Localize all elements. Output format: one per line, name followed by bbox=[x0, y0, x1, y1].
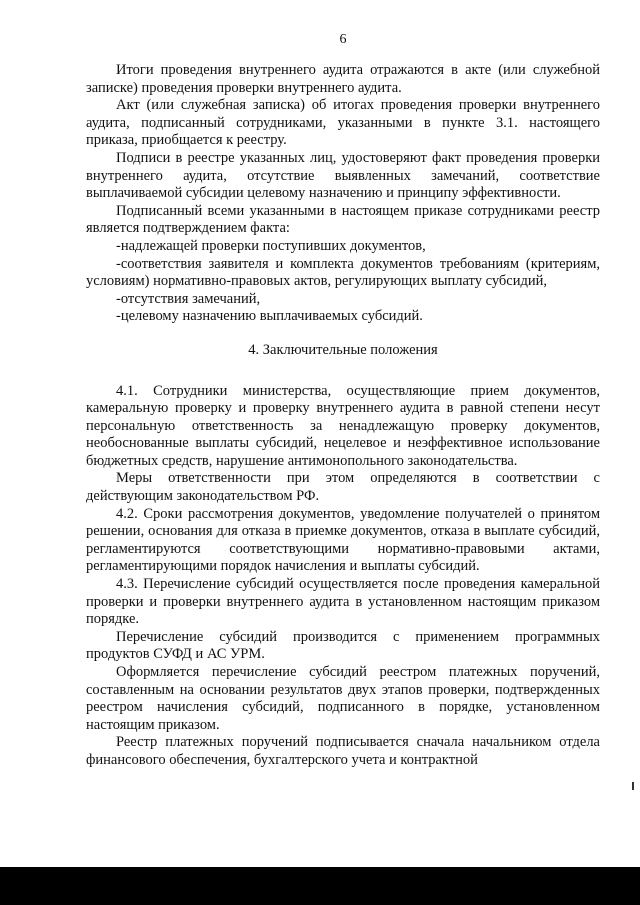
list-item: -целевому назначению выплачиваемых субсидий. bbox=[116, 308, 423, 325]
list-item: -отсутствия замечаний, bbox=[116, 290, 261, 307]
paragraph: Итоги проведения внутреннего аудита отражаются в акте (или служебной записке) проведения проверки внутреннего аудита. bbox=[86, 62, 600, 96]
list-item: -соответствия заявителя и комплекта документов требованиям (критериям, условиям) нормативно-правовых актов, регулирующих выплату субсидий, bbox=[86, 255, 600, 290]
section-heading: 4. Заключительные положения bbox=[248, 341, 438, 358]
paragraph: Перечисление субсидий производится с применением программных продуктов СУФД и АС УРМ. bbox=[86, 628, 600, 663]
paragraph: 4.2. Сроки рассмотрения документов, уведомление получателей о принятом решении, основания для отказа в приемке документов, отказа в выплате субсидий, регламентируются соответствующими нормативно-правовыми актами, регламентирующими порядок начисления и выплаты субсидий. bbox=[86, 505, 600, 575]
paragraph: Оформляется перечисление субсидий реестром платежных поручений, составленным на основании результатов двух этапов проверки, подтвержденных реестром начисления субсидий, подписанного в порядке, установленном настоящим приказом. bbox=[86, 664, 600, 733]
paragraph: Подписи в реестре указанных лиц, удостоверяют факт проведения проверки внутреннего аудита, отсутствие выявленных замечаний, соответствие выплачиваемой субсидии целевому назначению и принципу эффективности. bbox=[86, 149, 600, 202]
paragraph: Подписанный всеми указанными в настоящем приказе сотрудниками реестр является подтверждением факта: bbox=[86, 202, 600, 237]
list-item: -надлежащей проверки поступивших документов, bbox=[116, 237, 426, 254]
paragraph: 4.3. Перечисление субсидий осуществляется после проведения камеральной проверки и проверки внутреннего аудита в установленном настоящим приказом порядке. bbox=[86, 576, 600, 628]
paragraph: Реестр платежных поручений подписывается сначала начальником отдела финансового обеспечения, бухгалтерского учета и контрактной bbox=[86, 734, 600, 768]
paragraph: Меры ответственности при этом определяются в соответствии с действующим законодательством РФ. bbox=[86, 470, 600, 505]
document-body bbox=[86, 62, 600, 770]
paragraph: Акт (или служебная записка) об итогах проведения проверки внутреннего аудита, подписанный сотрудниками, указанными в пункте 3.1. настоящего приказа, приобщается к реестру. bbox=[86, 97, 600, 149]
scan-bottom-border bbox=[0, 867, 640, 905]
scan-edge-mark bbox=[632, 782, 634, 790]
paragraph: 4.1. Сотрудники министерства, осуществляющие прием документов, камеральную проверку и проверку внутреннего аудита в равной степени несут персональную ответственность за ненадлежащую проверку документов, необоснованные выплаты субсидий, нецелевое и неэффективное использование бюджетных средств, нарушение антимонопольного законодательства. bbox=[86, 382, 600, 469]
page-number: 6 bbox=[339, 32, 347, 47]
